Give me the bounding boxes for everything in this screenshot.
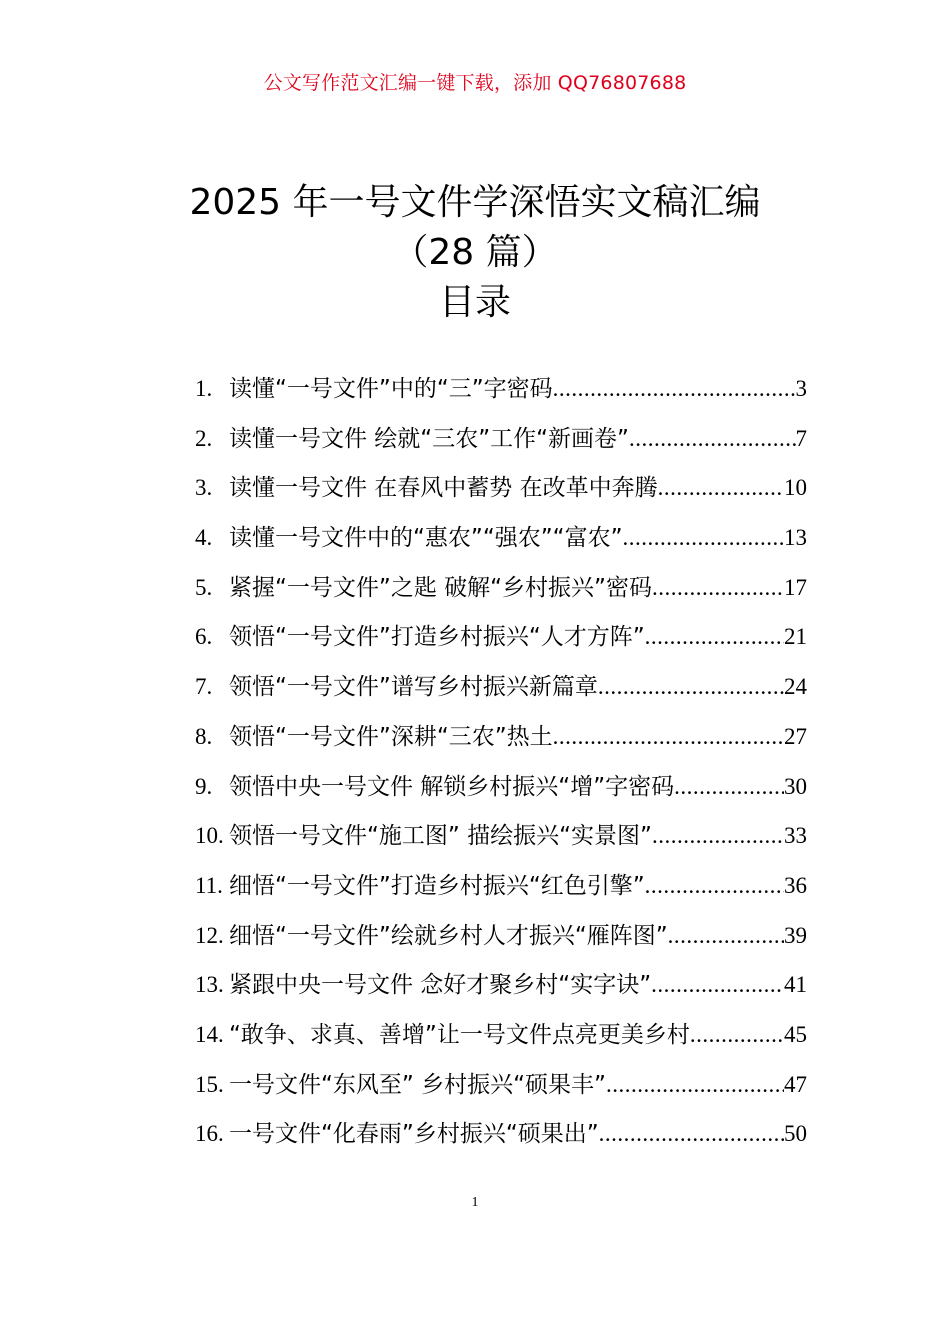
toc-entry-number: 10.	[195, 823, 224, 849]
toc-entry-title: 领悟中央一号文件 解锁乡村振兴“增”字密码	[229, 773, 675, 800]
toc-dot-leader	[553, 724, 784, 750]
toc-entry-number: 2.	[195, 425, 213, 451]
toc-entry-number: 16.	[195, 1121, 224, 1147]
toc-dot-leader	[668, 923, 784, 949]
header-promo-note: 公文写作范文汇编一键下载，添加 QQ76807688	[263, 72, 687, 94]
toc-dot-leader	[645, 624, 784, 650]
toc-entry[interactable]	[195, 817, 807, 867]
toc-entry-number: 5.	[195, 574, 213, 600]
toc-dot-leader	[645, 873, 784, 899]
toc-entry-number: 13.	[195, 972, 224, 998]
toc-dot-leader	[553, 376, 796, 402]
table-of-contents	[195, 370, 807, 1165]
toc-entry-page: 13	[784, 525, 807, 551]
toc-entry-page: 36	[784, 872, 807, 898]
toc-entry-title: 读懂一号文件 在春风中蓄势 在改革中奔腾	[229, 475, 658, 502]
toc-entry-title: 细悟“一号文件”打造乡村振兴“红色引擎”	[229, 872, 645, 899]
toc-dot-leader	[658, 475, 784, 501]
toc-entry-number: 11.	[195, 872, 223, 898]
toc-entry[interactable]	[195, 618, 807, 668]
toc-entry-number: 15.	[195, 1071, 224, 1097]
toc-entry[interactable]	[195, 718, 807, 768]
toc-entry[interactable]	[195, 917, 807, 967]
toc-entry[interactable]	[195, 768, 807, 818]
toc-entry-page: 41	[784, 972, 807, 998]
toc-entry-number: 6.	[195, 624, 213, 650]
toc-entry-title: 领悟“一号文件”谱写乡村振兴新篇章	[229, 674, 598, 701]
toc-entry-number: 3.	[195, 475, 213, 501]
toc-entry-page: 33	[784, 823, 807, 849]
toc-entry-title: 紧握“一号文件”之匙 破解“乡村振兴”密码	[229, 574, 652, 601]
toc-entry[interactable]	[195, 966, 807, 1016]
toc-entry-title: 紧跟中央一号文件 念好才聚乡村“实字诀”	[229, 972, 652, 999]
toc-dot-leader	[623, 525, 785, 551]
toc-entry[interactable]	[195, 420, 807, 470]
toc-entry[interactable]	[195, 1115, 807, 1165]
toc-entry-title: 细悟“一号文件”绘就乡村人才振兴“雁阵图”	[229, 922, 668, 949]
toc-entry-number: 1.	[195, 376, 213, 401]
toc-entry-title: 领悟“一号文件”打造乡村振兴“人才方阵”	[229, 624, 645, 651]
toc-entry[interactable]	[195, 469, 807, 519]
toc-entry-page: 50	[784, 1121, 807, 1147]
toc-entry[interactable]	[195, 370, 807, 420]
toc-dot-leader	[674, 774, 784, 800]
toc-entry-number: 4.	[195, 525, 213, 551]
toc-dot-leader	[652, 575, 784, 601]
toc-entry[interactable]	[195, 668, 807, 718]
document-title: 2025 年一号文件学深悟实文稿汇编	[189, 182, 761, 223]
toc-entry-page: 21	[784, 624, 807, 650]
toc-entry-title: 读懂一号文件中的“惠农”“强农”“富农”	[229, 525, 623, 552]
toc-entry-title: 读懂一号文件 绘就“三农”工作“新画卷”	[229, 425, 629, 452]
toc-entry-title: 一号文件“化春雨”乡村振兴“硕果出”	[229, 1121, 599, 1148]
toc-entry-number: 9.	[195, 773, 213, 799]
toc-entry-title: “敢争、求真、善增”让一号文件点亮更美乡村	[229, 1021, 690, 1048]
toc-entry-title: 领悟“一号文件”深耕“三农”热土	[229, 723, 553, 750]
toc-dot-leader	[606, 1072, 784, 1098]
page-number: 1	[471, 1195, 479, 1210]
toc-entry[interactable]	[195, 1066, 807, 1116]
toc-entry-page: 7	[795, 425, 807, 451]
toc-entry-number: 14.	[195, 1021, 224, 1047]
toc-dot-leader	[652, 823, 784, 849]
toc-entry-number: 12.	[195, 922, 224, 948]
toc-entry-number: 7.	[195, 674, 213, 700]
toc-heading: 目录	[438, 282, 511, 323]
toc-entry-page: 24	[784, 674, 807, 700]
toc-entry-page: 30	[784, 773, 807, 799]
toc-entry-title: 领悟一号文件“施工图” 描绘振兴“实景图”	[229, 823, 652, 850]
toc-entry[interactable]	[195, 569, 807, 619]
toc-dot-leader	[598, 674, 784, 700]
toc-dot-leader	[651, 972, 784, 998]
toc-entry[interactable]	[195, 519, 807, 569]
toc-dot-leader	[599, 1121, 784, 1147]
toc-entry-page: 47	[784, 1071, 807, 1097]
toc-entry-page: 17	[784, 574, 807, 600]
toc-entry-page: 3	[795, 376, 807, 401]
toc-dot-leader	[629, 426, 796, 452]
toc-dot-leader	[690, 1022, 784, 1048]
toc-entry-page: 45	[784, 1021, 807, 1047]
toc-entry[interactable]	[195, 1016, 807, 1066]
toc-entry-page: 27	[784, 723, 807, 749]
toc-entry-page: 10	[784, 475, 807, 501]
toc-entry[interactable]	[195, 867, 807, 917]
toc-entry-title: 读懂“一号文件”中的“三”字密码	[229, 376, 553, 402]
toc-entry-number: 8.	[195, 723, 213, 749]
toc-entry-page: 39	[784, 922, 807, 948]
toc-entry-title: 一号文件“东风至” 乡村振兴“硕果丰”	[229, 1071, 606, 1098]
document-article-count: （28 篇）	[392, 232, 558, 273]
